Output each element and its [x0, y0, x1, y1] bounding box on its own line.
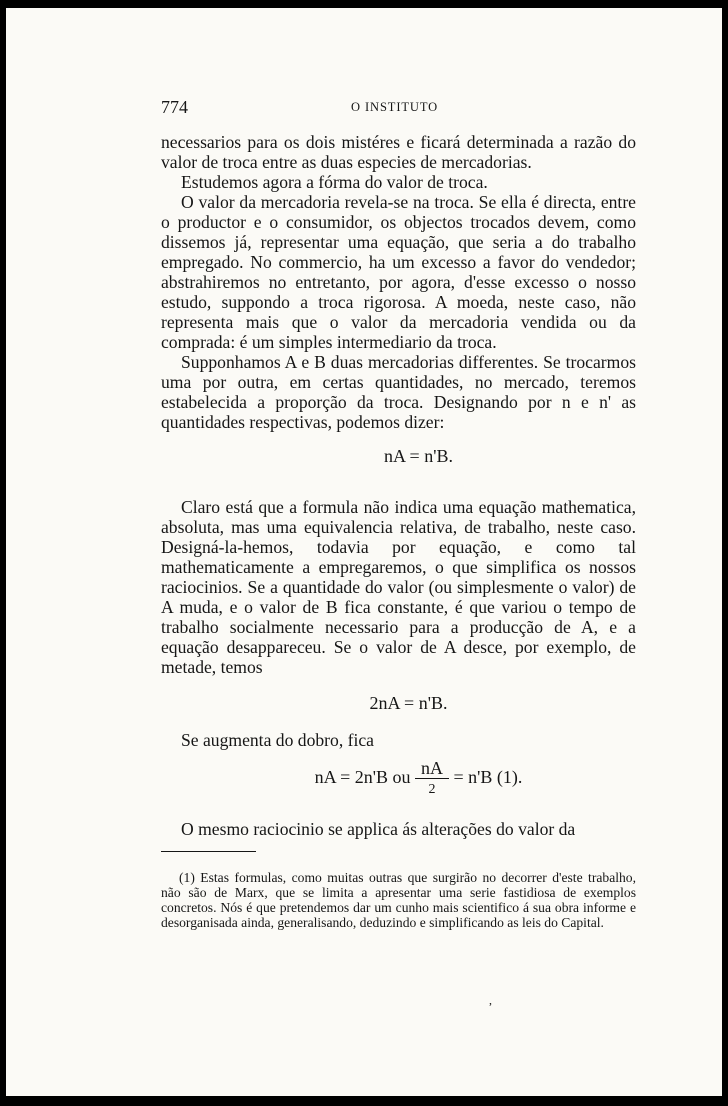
running-title: O INSTITUTO [351, 100, 439, 114]
footnote-rule [161, 851, 256, 852]
equation-3-left: nA = 2n'B ou [314, 767, 411, 788]
page-header [161, 97, 636, 121]
paragraph-formula-meaning: Claro está que a formula não indica uma equação mathematica, absoluta, mas uma equivalencia relativa, de trabalho, neste caso. Designá-la-hemos, todavia por equação, e como tal mathematicamente a empregaremos, o que simplifica os nossos raciocinios. Se a quantidade do valor (ou simplesmente o valor) de A muda, e o valor de B fica constante, é que variou o tempo de trabalho socialmente necessario para a producção de A, e a equação desappareceu. Se o valor de A desce, por exemplo, de metade, temos [161, 497, 636, 677]
paragraph-form-of-value: Estudemos agora a fórma do valor de troca. [181, 172, 488, 192]
paragraph-suppose-commodities: Supponhamos A e B duas mercadorias differentes. Se trocarmos uma por outra, em certas quantidades, no mercado, teremos estabelecida a proporção da troca. Designando por n e n' as quantidades respectivas, podemos dizer: [161, 352, 636, 432]
paragraph-same-reasoning: O mesmo raciocinio se applica ás alterações do valor da [181, 819, 576, 839]
footnote: (1) Estas formulas, como muitas outras que surgirão no decorrer d'este trabalho, não são de Marx, que se limita a apresentar uma serie fastidiosa de exemplos concretos. Nós é que pretendemos dar um cunho mais scientifico á sua obra informe e desorganisada ainda, generalisando, deduzindo e simplificando as leis do Capital. [161, 870, 636, 930]
equation-2: 2nA = n'B. [369, 693, 448, 713]
equation-3-fraction [415, 759, 449, 799]
paragraph-doubling: Se augmenta do dobro, fica [181, 730, 374, 750]
page-number: 774 [161, 97, 188, 117]
fraction-numerator: nA [421, 758, 443, 778]
equation-1: nA = n'B. [384, 446, 453, 466]
equation-3-right: = n'B (1). [453, 767, 523, 788]
equation-3 [161, 759, 636, 799]
fraction-bar [415, 778, 449, 779]
book-page [6, 8, 722, 1096]
paragraph-value-in-exchange: O valor da mercadoria revela-se na troca. Se ella é directa, entre o productor e o consumidor, os objectos trocados devem, como dissemos já, representar uma equação, que seria a do trabalho empregado. No commercio, ha um excesso a favor do vendedor; abstrahiremos no entretanto, por agora, d'esse excesso o nosso estudo, suppondo a troca rigorosa. A moeda, neste caso, não representa mais que o valor da mercadoria vendida ou da comprada: é um simples intermediario da troca. [161, 192, 636, 352]
paragraph-continuation: necessarios para os dois mistéres e ficará determinada a razão do valor de troca entre as duas especies de mercadorias. [161, 132, 636, 172]
stray-mark: , [489, 993, 492, 1007]
body-text [161, 132, 636, 839]
fraction-denominator: 2 [428, 782, 436, 797]
